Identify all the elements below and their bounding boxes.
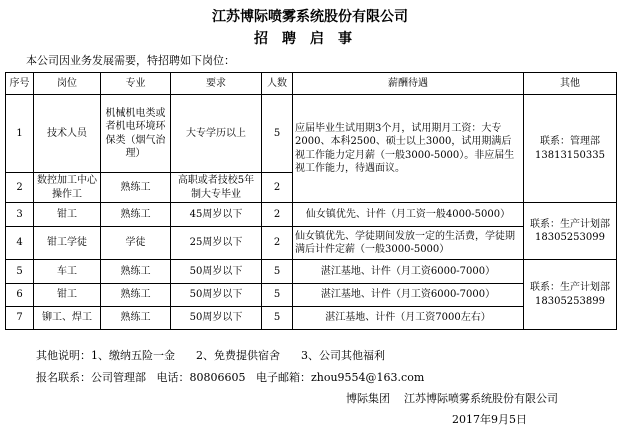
cell-no: 6 [6, 284, 34, 307]
cell-major: 熟练工 [101, 173, 171, 203]
header-cell: 岗位 [34, 73, 101, 95]
cell-count: 5 [262, 260, 293, 284]
cell-no: 3 [6, 203, 34, 227]
cell-other: 联系：生产计划部18305253899 [524, 260, 617, 330]
cell-other: 联系：生产计划部18305253099 [524, 203, 617, 260]
cell-count: 5 [262, 284, 293, 307]
cell-salary: 应届毕业生试用期3个月，试用期月工资：大专2000、本科2500、硕士以上3000，试用期满后视工作能力定月薪（一般3000-5000）。非应届生视工作能力，待遇面议。 [293, 95, 524, 203]
cell-salary: 湛江基地、计件（月工资6000-7000） [293, 260, 524, 284]
cell-salary: 湛江基地、计件（月工资6000-7000） [293, 284, 524, 307]
table-header-row [6, 73, 617, 95]
footer-company: 博际集团 江苏博际喷雾系统股份有限公司 [346, 392, 558, 405]
header-cell: 要求 [171, 73, 262, 95]
cell-count: 5 [262, 95, 293, 173]
page-subtitle: 招聘启事 [254, 31, 366, 47]
cell-major: 机械机电类或者机电环境环保类（烟气治理） [101, 95, 171, 173]
cell-salary: 湛江基地、计件（月工资7000左右） [293, 307, 524, 330]
contact-info: 报名联系：公司管理部 电话：80806605 电子邮箱：zhou9554@163.com [36, 371, 425, 384]
cell-major: 熟练工 [101, 260, 171, 284]
cell-position: 钳工 [34, 203, 101, 227]
cell-position: 钳工 [34, 284, 101, 307]
table-row [6, 260, 617, 284]
other-benefits-note: 其他说明：1、缴纳五险一金 2、免费提供宿舍 3、公司其他福利 [36, 349, 385, 362]
cell-no: 1 [6, 95, 34, 173]
cell-requirement: 50周岁以下 [171, 307, 262, 330]
cell-major: 熟练工 [101, 203, 171, 227]
cell-no: 5 [6, 260, 34, 284]
header-cell: 其他 [524, 73, 617, 95]
cell-count: 5 [262, 307, 293, 330]
cell-position: 车工 [34, 260, 101, 284]
cell-position: 技术人员 [34, 95, 101, 173]
cell-no: 2 [6, 173, 34, 203]
header-cell: 薪酬待遇 [293, 73, 524, 95]
cell-position: 数控加工中心操作工 [34, 173, 101, 203]
cell-requirement: 高职或者技校5年制大专毕业 [171, 173, 262, 203]
cell-salary: 仙女镇优先、计件（月工资一般4000-5000） [293, 203, 524, 227]
cell-count: 2 [262, 203, 293, 227]
cell-position: 铆工、焊工 [34, 307, 101, 330]
table-row [6, 203, 617, 227]
header-cell: 序号 [6, 73, 34, 95]
cell-major: 熟练工 [101, 284, 171, 307]
page-title: 江苏博际喷雾系统股份有限公司 [212, 9, 408, 25]
table-row [6, 95, 617, 173]
cell-count: 2 [262, 173, 293, 203]
header-cell: 专业 [101, 73, 171, 95]
recruitment-table [5, 72, 617, 330]
cell-other: 联系：管理部13813150335 [524, 95, 617, 203]
cell-requirement: 50周岁以下 [171, 284, 262, 307]
cell-requirement: 25周岁以下 [171, 227, 262, 260]
cell-count: 2 [262, 227, 293, 260]
header-cell: 人数 [262, 73, 293, 95]
cell-major: 熟练工 [101, 307, 171, 330]
cell-major: 学徒 [101, 227, 171, 260]
cell-salary: 仙女镇优先、学徒期间发放一定的生活费，学徒期满后计件定薪（一般3000-5000） [293, 227, 524, 260]
cell-requirement: 50周岁以下 [171, 260, 262, 284]
footer-date: 2017年9月5日 [452, 413, 527, 426]
cell-requirement: 大专学历以上 [171, 95, 262, 173]
intro-text: 本公司因业务发展需要，特招聘如下岗位： [26, 54, 235, 67]
cell-requirement: 45周岁以下 [171, 203, 262, 227]
cell-no: 4 [6, 227, 34, 260]
cell-position: 钳工学徒 [34, 227, 101, 260]
cell-no: 7 [6, 307, 34, 330]
